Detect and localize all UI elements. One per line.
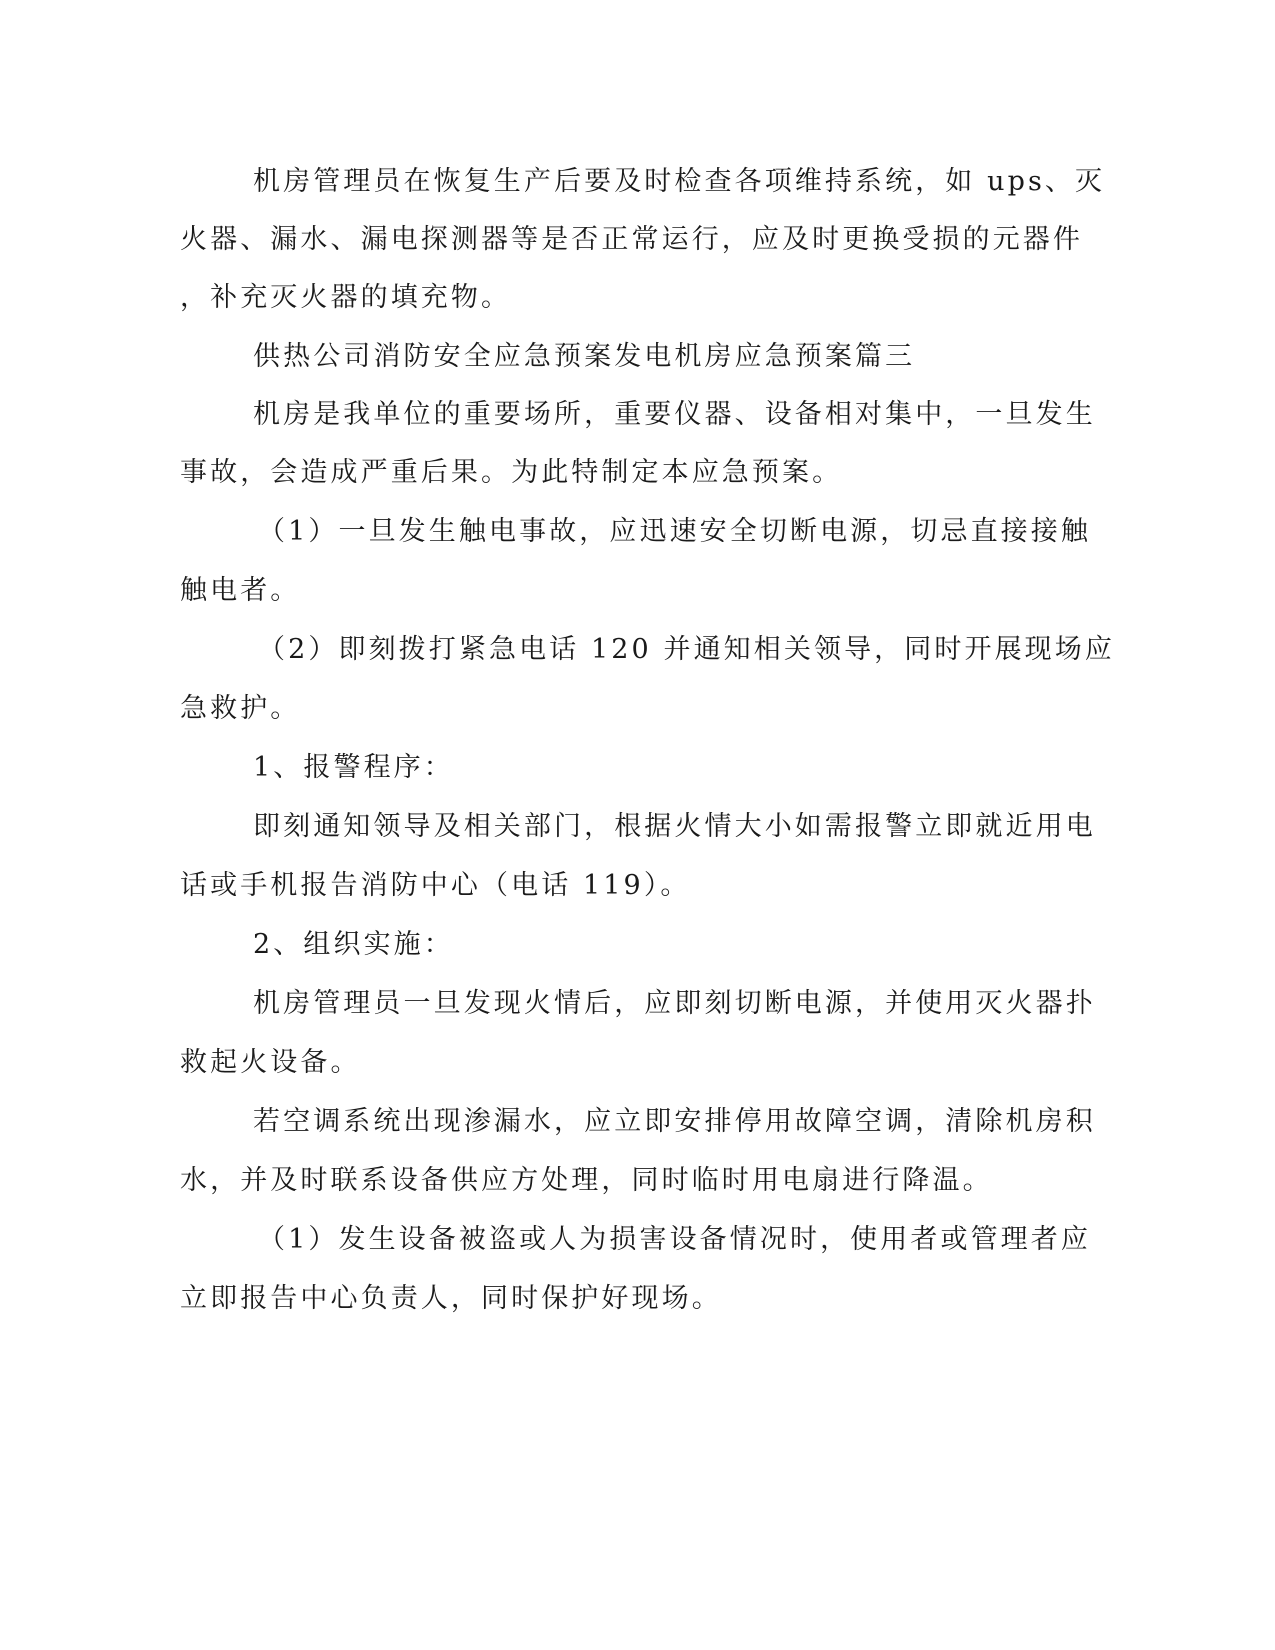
list-item-line: （1）一旦发生触电事故，应迅速安全切断电源，切忌直接接触 xyxy=(258,516,1091,547)
subheading: 2、组织实施： xyxy=(253,929,454,960)
list-item-line: 急救护。 xyxy=(180,693,301,724)
paragraph-line: 话或手机报告消防中心（电话 119）。 xyxy=(180,870,691,901)
list-item-line: （2）即刻拨打紧急电话 120 并通知相关领导，同时开展现场应 xyxy=(258,634,1115,665)
paragraph-line: 水，并及时联系设备供应方处理，同时临时用电扇进行降温。 xyxy=(180,1165,993,1196)
section-heading: 供热公司消防安全应急预案发电机房应急预案篇三 xyxy=(253,341,916,372)
subheading: 1、报警程序： xyxy=(253,752,454,783)
paragraph-line: 机房是我单位的重要场所，重要仪器、设备相对集中，一旦发生 xyxy=(253,399,1096,430)
list-item-line: 触电者。 xyxy=(180,575,301,606)
paragraph-line: 救起火设备。 xyxy=(180,1047,361,1078)
list-item-line: （1）发生设备被盗或人为损害设备情况时，使用者或管理者应 xyxy=(258,1224,1091,1255)
paragraph-line: 即刻通知领导及相关部门，根据火情大小如需报警立即就近用电 xyxy=(253,811,1096,842)
paragraph-line: 机房管理员在恢复生产后要及时检查各项维持系统，如 ups、灭 xyxy=(253,166,1106,197)
paragraph-line: 若空调系统出现渗漏水，应立即安排停用故障空调，清除机房积 xyxy=(253,1106,1096,1137)
paragraph-line: 事故，会造成严重后果。为此特制定本应急预案。 xyxy=(180,457,843,488)
paragraph-line: 火器、漏水、漏电探测器等是否正常运行，应及时更换受损的元器件 xyxy=(180,224,1083,255)
list-item-line: 立即报告中心负责人，同时保护好现场。 xyxy=(180,1283,722,1314)
paragraph-line: ，补充灭火器的填充物。 xyxy=(180,282,512,313)
paragraph-line: 机房管理员一旦发现火情后，应即刻切断电源，并使用灭火器扑 xyxy=(253,988,1096,1019)
